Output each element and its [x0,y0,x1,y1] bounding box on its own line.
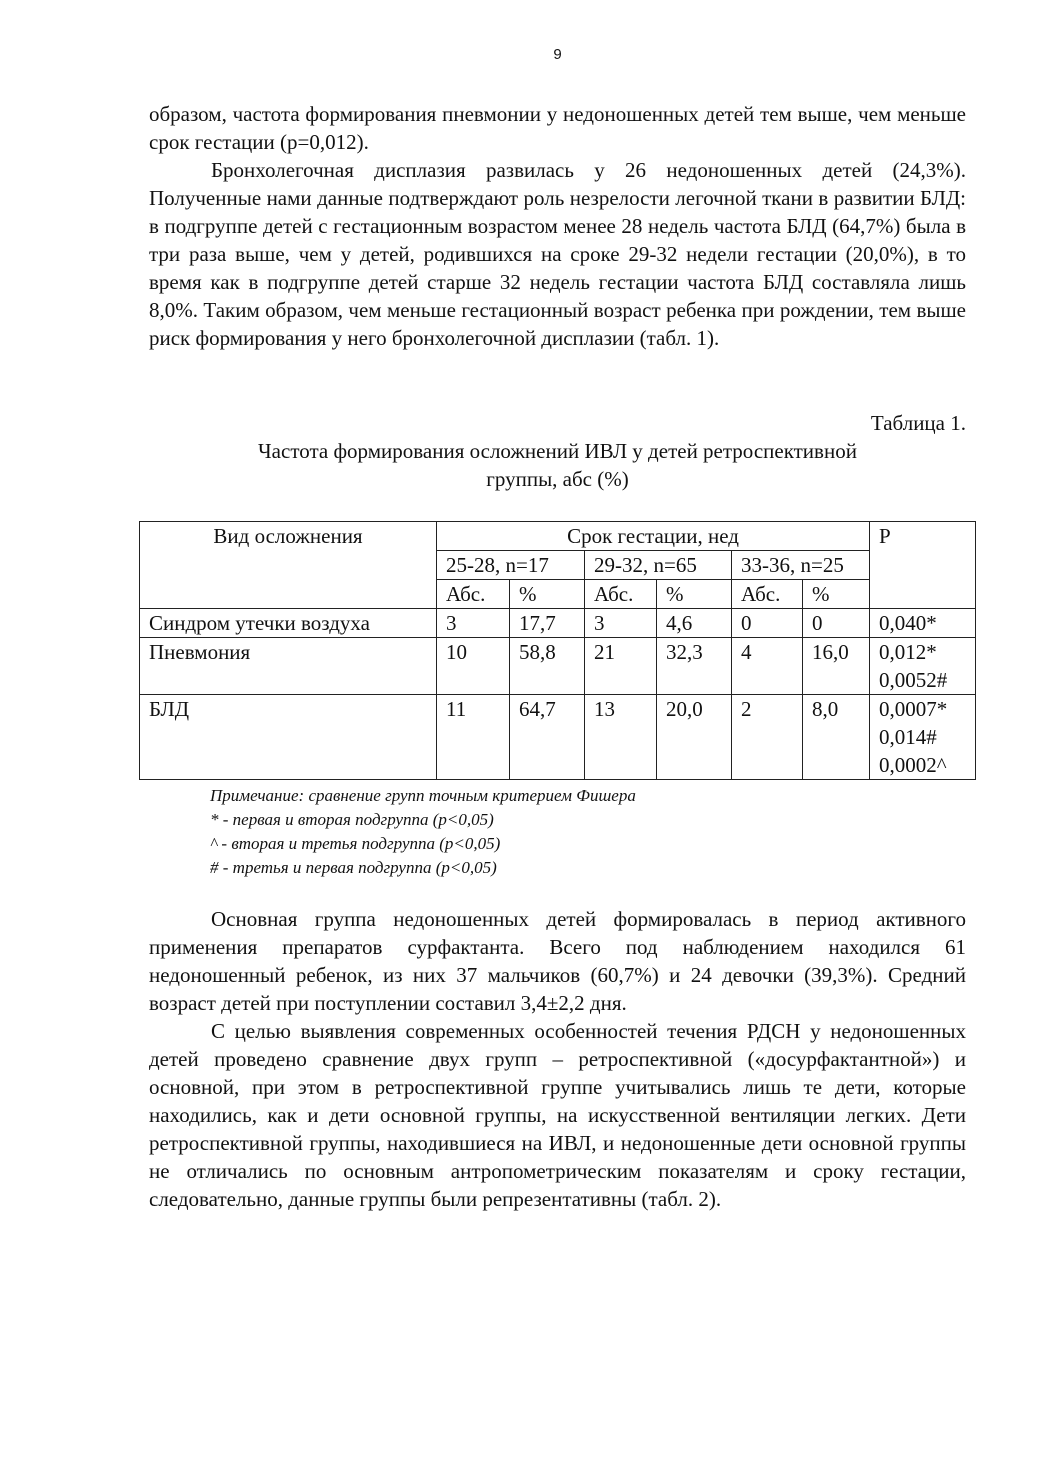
header-p-value: P [870,522,976,609]
body-text-top [149,100,966,352]
paragraph: Бронхолегочная дисплазия развилась у 26 недоношенных детей (24,3%). Полученные нами данные подтверждают роль незрелости легочной ткани в развитии БЛД: в подгруппе детей с гестационным возрастом менее 28 недель частота БЛД (64,7%) была в три раза выше, чем у детей, родившихся на сроке 29-32 недели гестации (20,0%), в то время как в подгруппе детей старше 32 недель гестации частота БЛД составляла лишь 8,0%. Таким образом, чем меньше гестационный возраст ребенка при рождении, тем выше риск формирования у него бронхолегочной дисплазии (табл. 1). [149,158,966,350]
cell: 13 [585,695,657,780]
table-row [140,638,976,695]
header-abs: Абс. [437,580,510,609]
cell: 21 [585,638,657,695]
cell: 10 [437,638,510,695]
row-name: Пневмония [140,638,437,695]
header-abs: Абс. [732,580,803,609]
complications-table [139,521,976,780]
header-group: 29-32, n=65 [585,551,732,580]
paragraph: С целью выявления современных особенностей течения РДСН у недоношенных детей проведено сравнение двух групп – ретроспективной («досурфактантной») и основной, при этом в ретроспективной группе учитывались лишь те дети, которые находились, как и дети основной группы, на искусственной вентиляции легких. Дети ретроспективной группы, находившиеся на ИВЛ, и недоношенные дети основной группы не отличались по основным антропометрическим показателям и сроку гестации, следовательно, данные группы были репрезентативны (табл. 2). [149,1019,966,1211]
note-line: Примечание: сравнение групп точным критерием Фишера [210,786,636,805]
cell: 2 [732,695,803,780]
p-value-cell: 0,040* [870,609,976,638]
cell: 4,6 [657,609,732,638]
header-group: 25-28, n=17 [437,551,585,580]
row-name: Синдром утечки воздуха [140,609,437,638]
cell: 17,7 [510,609,585,638]
header-pct: % [657,580,732,609]
header-gestation-term: Срок гестации, нед [437,522,870,551]
cell: 64,7 [510,695,585,780]
header-pct: % [803,580,870,609]
table-label: Таблица 1. [870,411,966,435]
p-value-cell: 0,0007* 0,014# 0,0002^ [870,695,976,780]
header-abs: Абс. [585,580,657,609]
paragraph: Основная группа недоношенных детей формировалась в период активного применения препаратов сурфактанта. Всего под наблюдением находился 61 недоношенный ребенок, из них 37 мальчиков (60,7%) и 24 девочки (39,3%). Средний возраст детей при поступлении составил 3,4±2,2 дня. [149,907,966,1015]
cell: 0 [803,609,870,638]
note-line: ^ - вторая и третья подгруппа (p<0,05) [210,834,501,853]
cell: 8,0 [803,695,870,780]
table-caption [149,437,966,493]
cell: 3 [437,609,510,638]
cell: 20,0 [657,695,732,780]
cell: 58,8 [510,638,585,695]
cell: 4 [732,638,803,695]
table-notes [210,784,910,880]
paragraph: образом, частота формирования пневмонии у недоношенных детей тем выше, чем меньше срок гестации (p=0,012). [149,102,966,154]
header-complication-type: Вид осложнения [140,522,437,609]
table-row [140,609,976,638]
cell: 11 [437,695,510,780]
p-value-cell: 0,012* 0,0052# [870,638,976,695]
cell: 16,0 [803,638,870,695]
cell: 3 [585,609,657,638]
page-number: 9 [553,46,562,63]
header-pct: % [510,580,585,609]
note-line: # - третья и первая подгруппа (p<0,05) [210,858,497,877]
cell: 32,3 [657,638,732,695]
note-line: * - первая и вторая подгруппа (p<0,05) [210,810,494,829]
cell: 0 [732,609,803,638]
row-name: БЛД [140,695,437,780]
table-row [140,695,976,780]
header-group: 33-36, n=25 [732,551,870,580]
table-caption-line: группы, абс (%) [486,467,629,491]
table-caption-line: Частота формирования осложнений ИВЛ у детей ретроспективной [258,439,857,463]
body-text-bottom [149,905,966,1213]
